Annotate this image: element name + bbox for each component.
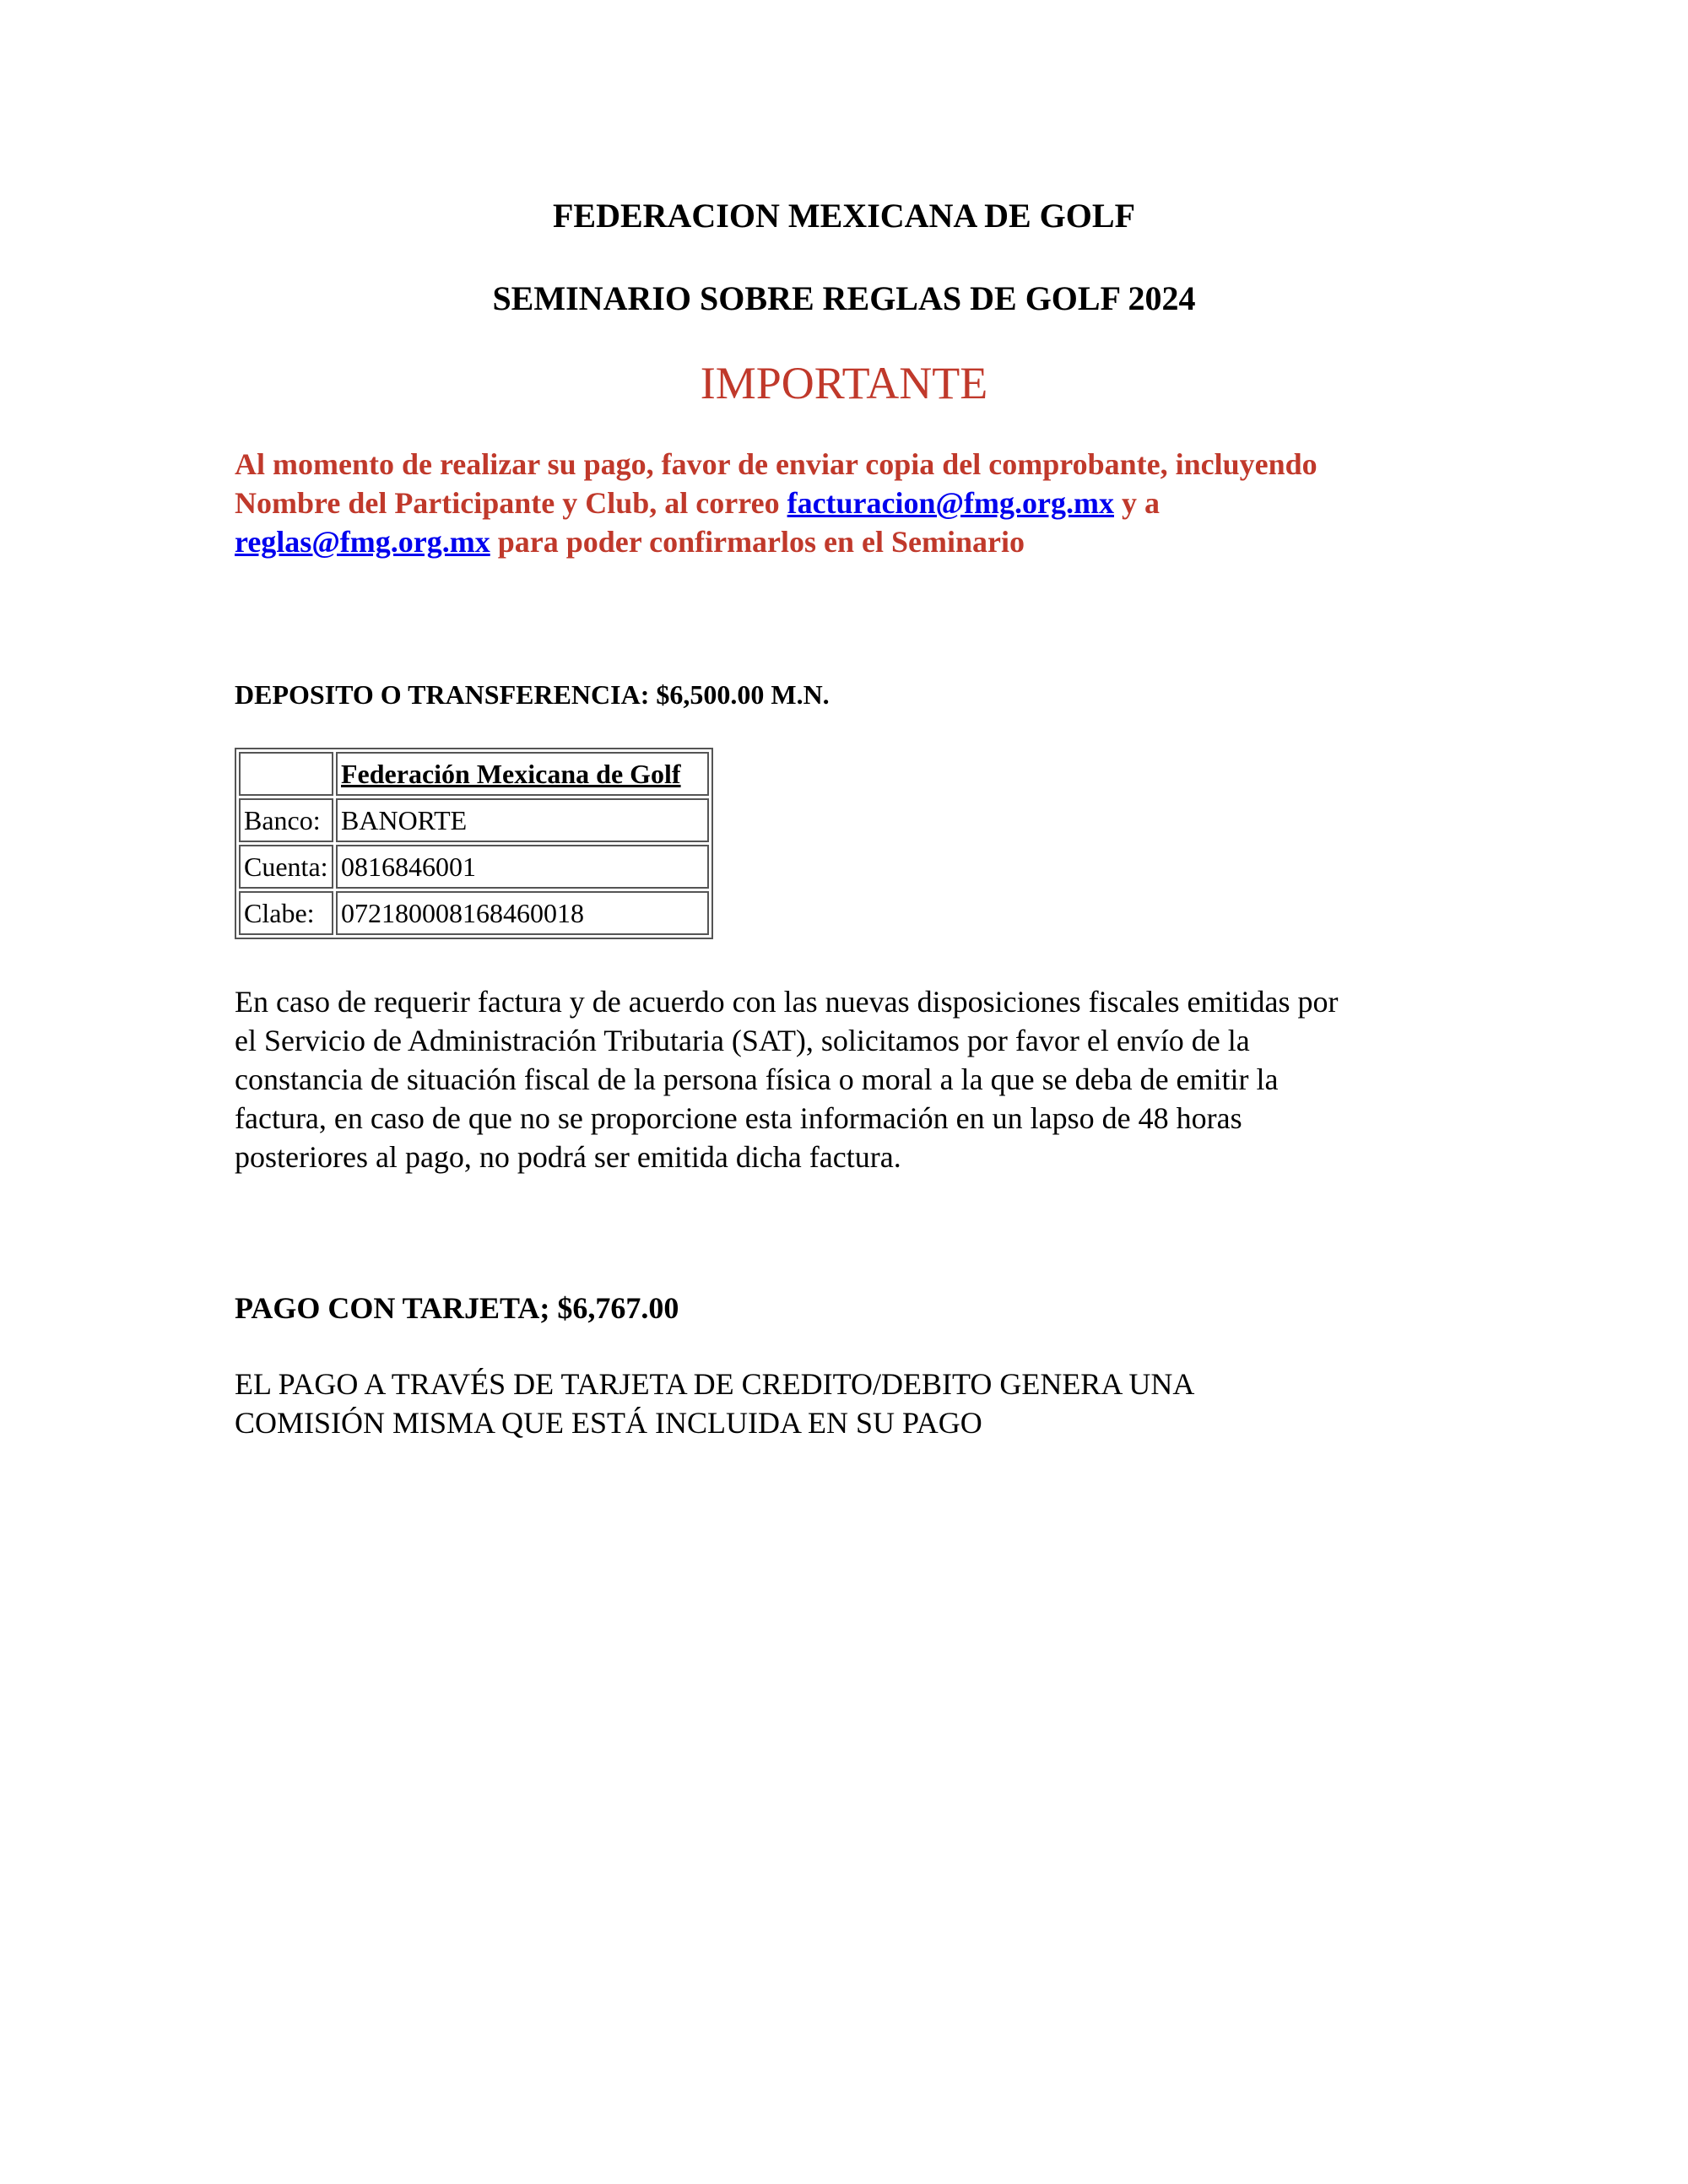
invoice-line: En caso de requerir factura y de acuerdo con las nuevas disposiciones fiscales emitidas por [235, 985, 1339, 1019]
notice-line-2-prefix: Nombre del Participante y Club, al correo [235, 486, 787, 520]
invoice-line: constancia de situación fiscal de la persona física o moral a la que se deba de emitir la [235, 1062, 1279, 1096]
table-row [239, 798, 709, 842]
bank-label: Banco: [239, 798, 333, 842]
table-header-row [239, 752, 709, 796]
event-title: SEMINARIO SOBRE REGLAS DE GOLF 2024 [492, 279, 1196, 317]
table-row [239, 845, 709, 889]
card-commission-paragraph [235, 1365, 1484, 1442]
empty-header-cell [239, 752, 333, 796]
invoice-line: factura, en caso de que no se proporcione esta información en un lapso de 48 horas [235, 1101, 1242, 1135]
bank-value: BANORTE [336, 798, 709, 842]
table-row [239, 891, 709, 935]
commission-line: EL PAGO A TRAVÉS DE TARJETA DE CREDITO/DEBITO GENERA UNA [235, 1367, 1195, 1401]
account-label: Cuenta: [239, 845, 333, 889]
clabe-value: 072180008168460018 [336, 891, 709, 935]
facturacion-email-link[interactable]: facturacion@fmg.org.mx [787, 486, 1114, 520]
bank-details-table [235, 748, 713, 939]
invoice-line: posteriores al pago, no podrá ser emitida dicha factura. [235, 1140, 901, 1174]
notice-line-2-suffix: y a [1113, 486, 1160, 520]
payment-notice [235, 445, 1467, 561]
commission-line: COMISIÓN MISMA QUE ESTÁ INCLUIDA EN SU PAGO [235, 1406, 982, 1440]
invoice-paragraph [235, 982, 1484, 1176]
clabe-label: Clabe: [239, 891, 333, 935]
notice-line-3-suffix: para poder confirmarlos en el Seminario [490, 525, 1025, 559]
notice-line-1: Al momento de realizar su pago, favor de enviar copia del comprobante, incluyendo [235, 447, 1317, 481]
notice-line-2 [235, 484, 1467, 522]
important-heading: IMPORTANTE [700, 358, 988, 408]
card-payment-heading: PAGO CON TARJETA; $6,767.00 [235, 1291, 679, 1325]
account-holder-header: Federación Mexicana de Golf [336, 752, 709, 796]
organization-title: FEDERACION MEXICANA DE GOLF [552, 197, 1136, 235]
notice-line-3 [235, 522, 1467, 561]
account-value: 0816846001 [336, 845, 709, 889]
reglas-email-link[interactable]: reglas@fmg.org.mx [235, 525, 490, 559]
invoice-line: el Servicio de Administración Tributaria (SAT), solicitamos por favor el envío de la [235, 1024, 1250, 1057]
deposit-heading: DEPOSITO O TRANSFERENCIA: $6,500.00 M.N. [235, 679, 830, 710]
